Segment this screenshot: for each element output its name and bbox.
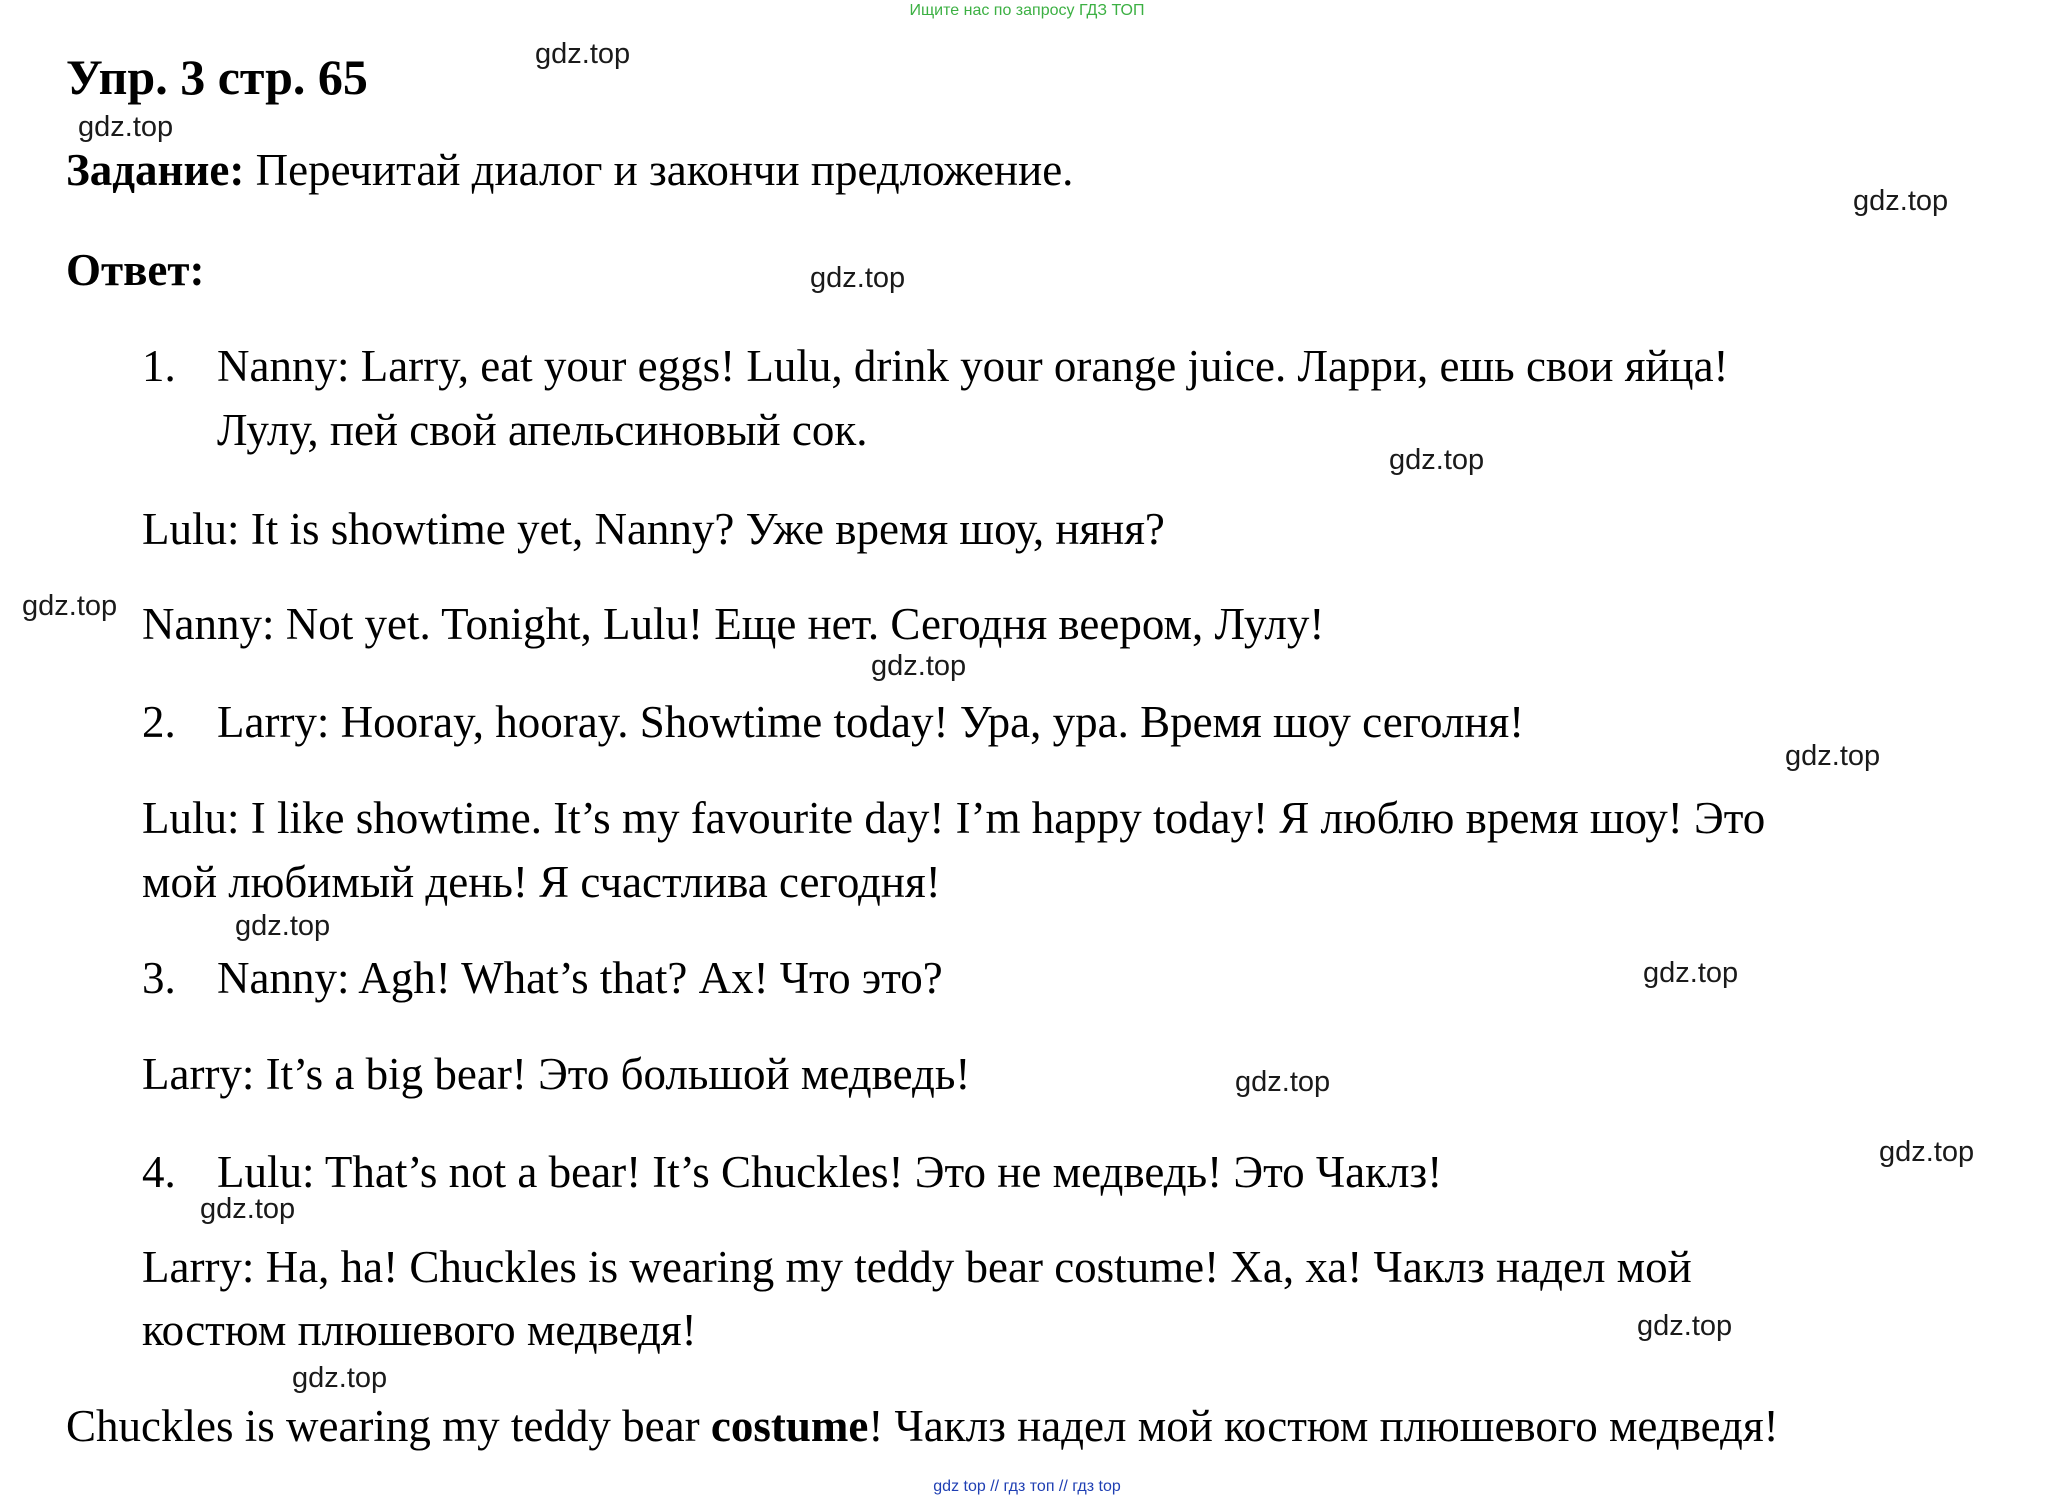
watermark: gdz.top [235, 910, 331, 942]
watermark: gdz.top [1643, 957, 1739, 989]
dialog-line: мой любимый день! Я счастлива сегодня! [142, 857, 941, 907]
top-banner: Ищите нас по запросу ГДЗ ТОП [909, 2, 1145, 19]
exercise-title: Упр. 3 стр. 65 [66, 49, 368, 105]
item-number-1: 1. [142, 341, 176, 391]
task-label: Задание: [66, 145, 245, 195]
watermark: gdz.top [1879, 1136, 1975, 1168]
dialog-line: Larry: Ha, ha! Chuckles is wearing my teddy bear costume! Ха, ха! Чаклз надел мой [142, 1242, 1692, 1292]
watermark: gdz.top [810, 262, 906, 294]
watermark: gdz.top [200, 1193, 296, 1225]
final-sentence-start: Chuckles is wearing my teddy bear [66, 1401, 711, 1451]
dialog-line: костюм плюшевого медведя! [142, 1305, 697, 1355]
watermark: gdz.top [1785, 740, 1881, 772]
task-line [66, 144, 1073, 196]
task-text: Перечитай диалог и закончи предложение. [244, 145, 1074, 195]
dialog-line: Nanny: Agh! What’s that? Ах! Что это? [217, 953, 943, 1003]
watermark: gdz.top [292, 1362, 388, 1394]
final-sentence [66, 1400, 1779, 1452]
dialog-line: Lulu: It is showtime yet, Nanny? Уже время шоу, няня? [142, 504, 1165, 554]
dialog-line: Nanny: Larry, eat your eggs! Lulu, drink your orange juice. Ларри, ешь свои яйца! [217, 341, 1729, 391]
final-sentence-end: ! Чаклз надел мой костюм плюшевого медведя! [868, 1401, 1779, 1451]
watermark: gdz.top [871, 650, 967, 682]
watermark: gdz.top [1853, 185, 1949, 217]
dialog-line: Lulu: I like showtime. It’s my favourite day! I’m happy today! Я люблю время шоу! Это [142, 793, 1766, 843]
watermark: gdz.top [535, 38, 631, 70]
item-number-3: 3. [142, 953, 176, 1003]
dialog-line: Лулу, пей свой апельсиновый сок. [217, 405, 868, 455]
watermark: gdz.top [22, 590, 118, 622]
dialog-line: Nanny: Not yet. Tonight, Lulu! Еще нет. Сегодня веером, Лулу! [142, 599, 1325, 649]
item-number-2: 2. [142, 697, 176, 747]
dialog-line: Larry: Hooray, hooray. Showtime today! Ура, ура. Время шоу сеголня! [217, 697, 1525, 747]
answer-label: Ответ: [66, 245, 205, 295]
watermark: gdz.top [1235, 1066, 1331, 1098]
footer-links: gdz top // гдз топ // гдз top [933, 1478, 1121, 1495]
dialog-line: Larry: It’s a big bear! Это большой медведь! [142, 1049, 971, 1099]
watermark: gdz.top [1389, 444, 1485, 476]
watermark: gdz.top [1637, 1310, 1733, 1342]
watermark: gdz.top [78, 111, 174, 143]
dialog-line: Lulu: That’s not a bear! It’s Chuckles! Это не медведь! Это Чаклз! [217, 1147, 1443, 1197]
final-sentence-answer-word: costume [710, 1401, 869, 1451]
item-number-4: 4. [142, 1147, 176, 1197]
